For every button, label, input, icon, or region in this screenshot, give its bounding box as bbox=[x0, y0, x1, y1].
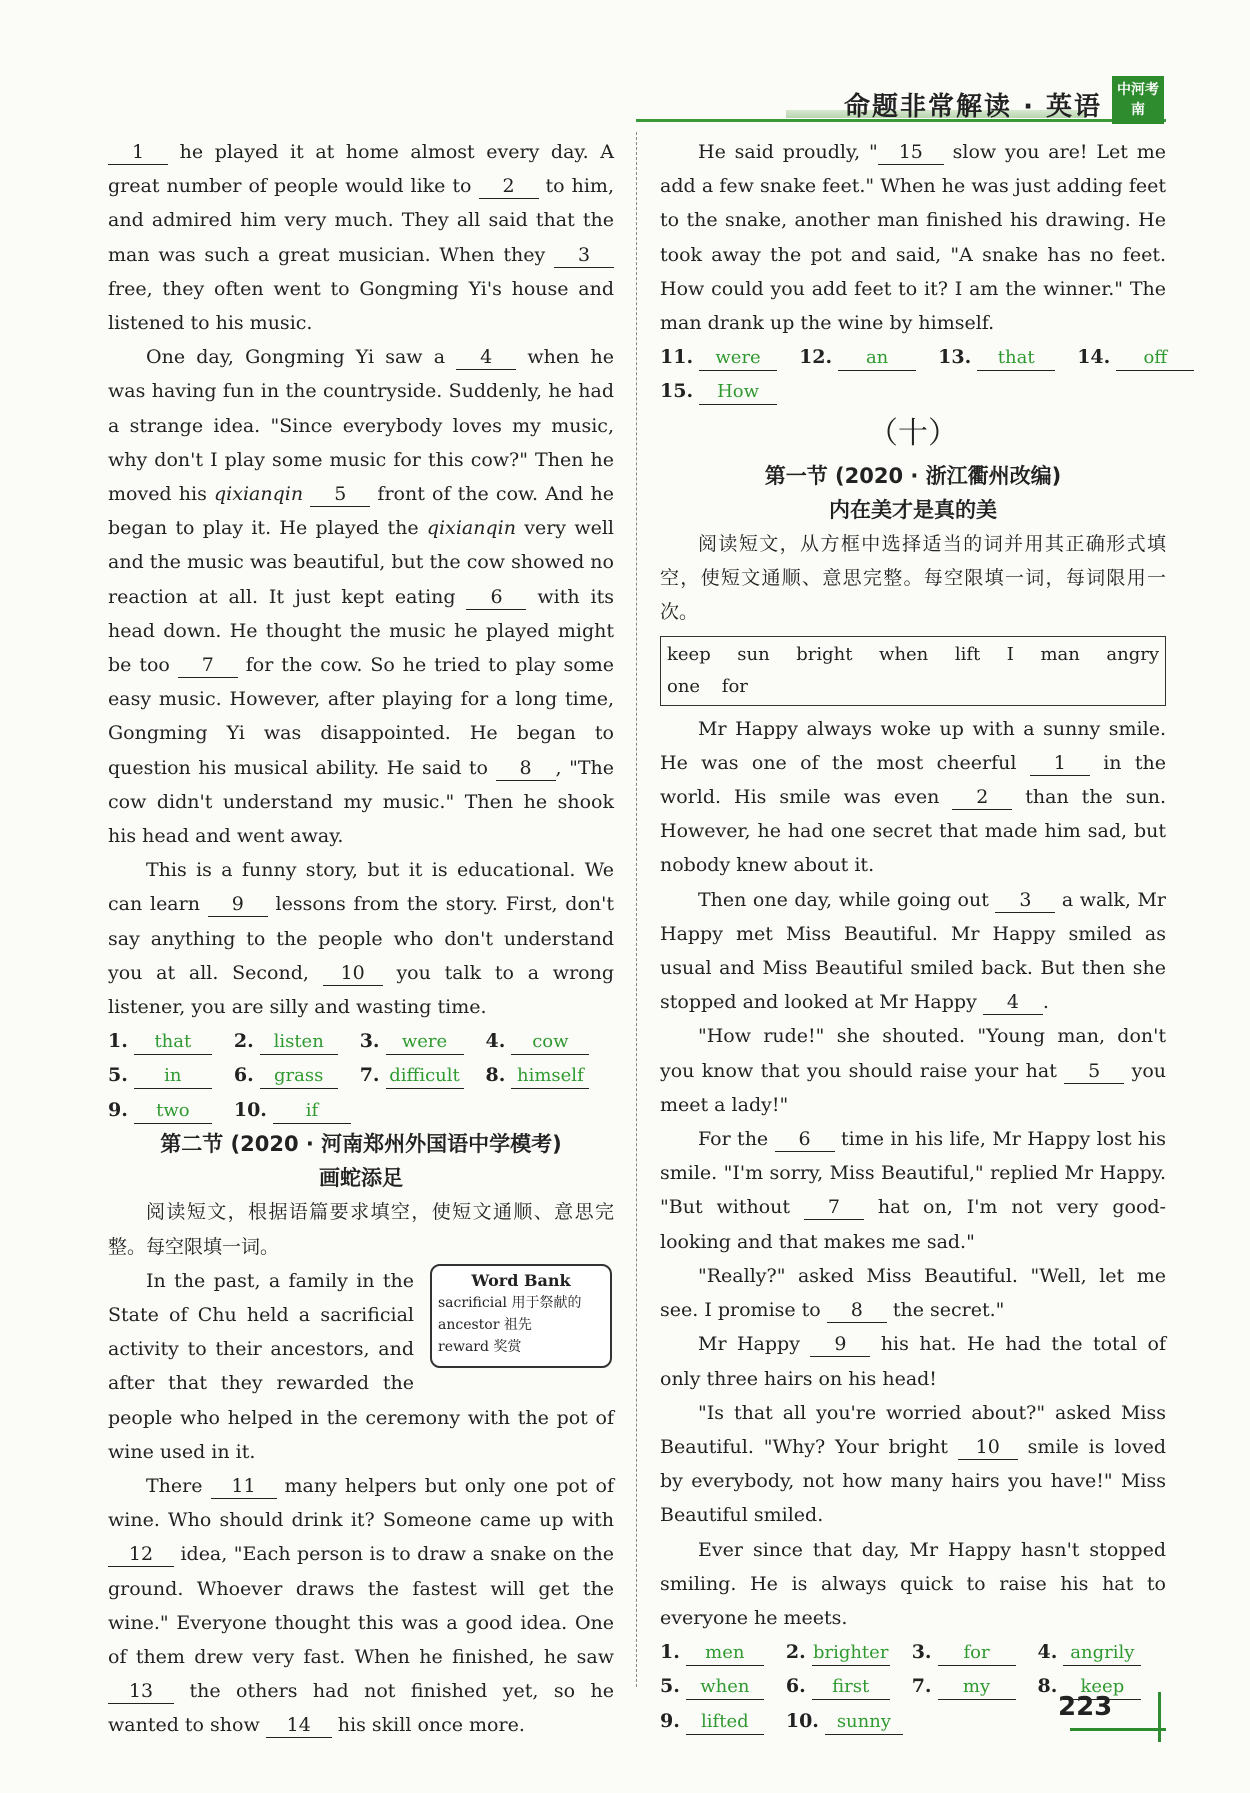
answer-item bbox=[660, 1635, 764, 1669]
answer-number: 9. bbox=[660, 1709, 680, 1732]
answer-row bbox=[108, 1058, 614, 1092]
answer-value: in bbox=[134, 1064, 212, 1089]
answer-item bbox=[786, 1704, 903, 1738]
answer-number: 15. bbox=[660, 380, 694, 403]
right-paragraph-q6 bbox=[660, 1327, 1166, 1395]
word-bank-row bbox=[438, 1314, 604, 1336]
answer-item bbox=[1038, 1635, 1142, 1669]
answer-value: lifted bbox=[686, 1710, 764, 1735]
text: There bbox=[146, 1474, 211, 1497]
answer-row bbox=[108, 1093, 614, 1127]
text: for the cow. So he tried to play some easy music. However, after playing for a long time, Gongming Yi was disappointed. He began to question his musical ability. He said to bbox=[108, 654, 614, 779]
left-paragraph-1 bbox=[108, 135, 614, 340]
text: One day, Gongming Yi saw a bbox=[146, 346, 457, 369]
answer-item bbox=[234, 1093, 351, 1127]
right-paragraph-q3 bbox=[660, 1019, 1166, 1122]
text: "How rude!" she shouted. "Young man, don't you know that you should raise your hat bbox=[660, 1025, 1166, 1082]
blank-10: 10 bbox=[323, 961, 383, 986]
word-bank-term: reward bbox=[438, 1338, 489, 1355]
right-paragraph-q8: Ever since that day, Mr Happy hasn't stopped smiling. He is always quick to raise his hat to everyone he meets. bbox=[660, 1538, 1166, 1629]
text: smile is loved by everybody, not how many hairs you have!" Miss Beautiful smiled. bbox=[660, 1435, 1166, 1527]
answer-row bbox=[660, 340, 1166, 374]
answer-number: 11. bbox=[660, 346, 694, 369]
answer-value: listen bbox=[260, 1030, 338, 1055]
word-bank-meaning: 祖先 bbox=[503, 1316, 532, 1333]
answer-item bbox=[360, 1024, 464, 1058]
answer-item bbox=[486, 1024, 590, 1058]
section-2-title: 第二节 (2020 · 河南郑州外国语中学模考) bbox=[160, 1131, 562, 1156]
answer-value: when bbox=[686, 1675, 764, 1700]
blank-8: 8 bbox=[496, 756, 556, 781]
text: a walk, Mr Happy met Miss Beautiful. Mr Happy smiled as usual and Miss Beautiful smiled back. But then she stopped and looked at Mr Happy bbox=[660, 888, 1166, 1014]
answer-value: brighter bbox=[812, 1641, 890, 1666]
text: in the world. His smile was even bbox=[660, 751, 1166, 809]
answer-item bbox=[108, 1024, 212, 1058]
text: you meet a lady!" bbox=[660, 1059, 1167, 1116]
blank-6: 6 bbox=[466, 585, 526, 610]
text: This is a funny story, but it is educational. We can learn bbox=[108, 859, 614, 916]
blank-5: 5 bbox=[310, 482, 370, 507]
left-paragraph-3 bbox=[108, 853, 614, 1024]
answer-number: 4. bbox=[1037, 1641, 1058, 1664]
blank-14: 14 bbox=[266, 1713, 332, 1738]
answer-value: that bbox=[977, 346, 1055, 371]
answer-value: first bbox=[812, 1675, 890, 1700]
right-column bbox=[660, 135, 1166, 1738]
answer-number: 5. bbox=[660, 1675, 680, 1698]
right-paragraph-q7 bbox=[660, 1396, 1166, 1533]
blank-r4: 4 bbox=[983, 990, 1043, 1015]
answer-number: 1. bbox=[108, 1030, 128, 1053]
answer-item bbox=[912, 1635, 1016, 1669]
section-2-instructions: 阅读短文，根据语篇要求填空，使短文通顺、意思完整。每空限填一词。 bbox=[108, 1201, 614, 1258]
text: . bbox=[1042, 991, 1049, 1014]
text: than the sun. However, he had one secret that made him sad, but nobody knew about it. bbox=[660, 786, 1167, 877]
answer-key-3 bbox=[660, 1635, 1166, 1738]
left-paragraph-2 bbox=[108, 340, 614, 853]
blank-12: 12 bbox=[108, 1542, 174, 1567]
word-bank-term: ancestor bbox=[438, 1316, 500, 1333]
text: with its head down. He thought the music he played might be too bbox=[108, 585, 614, 677]
text: Mr Happy always woke up with a sunny smile. He was one of the most cheerful bbox=[660, 717, 1166, 774]
answer-number: 5. bbox=[108, 1064, 128, 1087]
section-1-title: 第一节 (2020 · 浙江衢州改编) bbox=[764, 463, 1062, 488]
answer-number: 8. bbox=[485, 1064, 506, 1087]
text: He said proudly, " bbox=[698, 141, 878, 163]
blank-4: 4 bbox=[456, 345, 516, 370]
answer-key-1 bbox=[108, 1024, 614, 1127]
text: his hat. He had the total of only three hairs on his head! bbox=[660, 1333, 1166, 1390]
text: free, they often went to Gongming Yi's house and listened to his music. bbox=[108, 277, 614, 335]
answer-item bbox=[108, 1058, 212, 1092]
left-paragraph-5 bbox=[108, 1469, 614, 1743]
blank-1: 1 bbox=[108, 140, 168, 165]
answer-value: that bbox=[134, 1030, 212, 1055]
answer-value: himself bbox=[511, 1064, 589, 1089]
answer-value: two bbox=[134, 1099, 212, 1124]
answer-value: How bbox=[699, 380, 777, 405]
blank-r6: 6 bbox=[775, 1127, 835, 1152]
text: his skill once more. bbox=[331, 1714, 525, 1737]
text: For the bbox=[698, 1128, 775, 1151]
answer-value: sunny bbox=[825, 1710, 903, 1735]
text: the others had not finished yet, so he wanted to show bbox=[108, 1680, 614, 1737]
text: Mr Happy bbox=[698, 1333, 811, 1356]
answer-number: 10. bbox=[233, 1098, 267, 1121]
answer-value: an bbox=[838, 346, 916, 371]
answer-item bbox=[799, 340, 916, 374]
word-bank-row bbox=[438, 1292, 604, 1314]
right-paragraph-q5 bbox=[660, 1259, 1166, 1327]
blank-7: 7 bbox=[178, 653, 238, 678]
answer-value: keep bbox=[1063, 1675, 1141, 1700]
word-bank bbox=[430, 1264, 612, 1368]
text: front of the cow. And he began to play it. He played the bbox=[108, 483, 614, 540]
answer-item bbox=[660, 1704, 764, 1738]
blank-r5: 5 bbox=[1064, 1059, 1124, 1084]
text: he played it at home almost every day. A great number of people would like to bbox=[108, 141, 614, 198]
text: to him, and admired him very much. They all said that the man was such a great musician. When they bbox=[108, 175, 614, 266]
answer-number: 6. bbox=[233, 1064, 254, 1087]
answer-item bbox=[912, 1669, 1016, 1703]
italic-word: qixianqin bbox=[426, 517, 516, 540]
answer-number: 13. bbox=[938, 346, 972, 369]
answer-item bbox=[234, 1058, 338, 1092]
answer-number: 3. bbox=[911, 1641, 932, 1664]
text: "Really?" asked Miss Beautiful. "Well, let me see. I promise to bbox=[660, 1264, 1166, 1322]
word-bank-row bbox=[438, 1336, 604, 1358]
left-paragraph-4: In the past, a family in the State of Chu held a sacrificial activity to their ancestors, and after that they rewarded the people who helped in the ceremony with the pot of wine used in it. bbox=[108, 1269, 614, 1463]
answer-value: off bbox=[1116, 346, 1194, 371]
page-number-rule bbox=[1070, 1728, 1166, 1731]
answer-item bbox=[660, 1669, 764, 1703]
blank-r3: 3 bbox=[995, 888, 1055, 913]
answer-item bbox=[234, 1024, 338, 1058]
text: hat on, I'm not very good-looking and that makes me sad." bbox=[660, 1196, 1166, 1253]
answer-number: 2. bbox=[233, 1030, 254, 1053]
answer-item bbox=[938, 340, 1055, 374]
answer-item bbox=[486, 1058, 590, 1092]
header-logo: 中河考南 bbox=[1112, 76, 1164, 124]
answer-value: grass bbox=[260, 1064, 338, 1089]
answer-row bbox=[660, 1635, 1166, 1669]
answer-item bbox=[660, 340, 777, 374]
answer-row bbox=[660, 374, 1166, 408]
answer-number: 4. bbox=[485, 1030, 506, 1053]
answer-item bbox=[786, 1635, 890, 1669]
blank-r8: 8 bbox=[827, 1298, 887, 1323]
text: idea, "Each person is to draw a snake on the ground. Whoever draws the fastest will get the wine." Everyone thought this was a good idea. One of them drew very fast. When he finished, he saw bbox=[108, 1543, 614, 1668]
word-bank-term: sacrificial bbox=[438, 1294, 508, 1311]
answer-row bbox=[108, 1024, 614, 1058]
blank-r9: 9 bbox=[810, 1332, 870, 1357]
section-1-instructions: 阅读短文，从方框中选择适当的词并用其正确形式填空，使短文通顺、意思完整。每空限填一词，每词限用一次。 bbox=[660, 533, 1166, 624]
answer-item bbox=[786, 1669, 890, 1703]
answer-number: 14. bbox=[1077, 346, 1111, 369]
blank-9: 9 bbox=[208, 892, 268, 917]
answer-key-2 bbox=[660, 340, 1166, 408]
answer-value: difficult bbox=[386, 1064, 464, 1089]
answer-number: 12. bbox=[799, 346, 833, 369]
text: "Is that all you're worried about?" asked Miss Beautiful. "Why? Your bright bbox=[660, 1401, 1166, 1458]
text: time in his life, Mr Happy lost his smile. "I'm sorry, Miss Beautiful," replied Mr Happy. "But without bbox=[660, 1128, 1166, 1219]
answer-number: 7. bbox=[359, 1064, 380, 1087]
answer-number: 3. bbox=[359, 1030, 380, 1053]
blank-r10: 10 bbox=[958, 1435, 1018, 1460]
blank-2: 2 bbox=[479, 174, 539, 199]
answer-value: were bbox=[699, 346, 777, 371]
answer-number: 7. bbox=[911, 1675, 932, 1698]
text: , "The cow didn't understand my music." Then he shook his head and went away. bbox=[108, 756, 614, 848]
answer-item bbox=[1077, 340, 1194, 374]
text: lessons from the story. First, don't say anything to the people who don't understand you at all. Second, bbox=[108, 893, 614, 984]
text: when he was having fun in the countryside. Suddenly, he had a strange idea. "Since everybody loves my music, why don't I play some music for this cow?" Then he moved his bbox=[108, 346, 614, 506]
answer-item bbox=[360, 1058, 464, 1092]
answer-value: cow bbox=[511, 1030, 589, 1055]
text: slow you are! Let me add a few snake feet." When he was just adding feet to the snake, another man finished his drawing. He took away the pot and said, "A snake has no feet. How could you add feet to it? I am the winner." The man drank up the wine by himself. bbox=[660, 141, 1166, 335]
answer-value: my bbox=[938, 1675, 1016, 1700]
right-paragraph-q4 bbox=[660, 1122, 1166, 1259]
blank-r1: 1 bbox=[1030, 751, 1090, 776]
page-header bbox=[636, 82, 1166, 126]
page-number-tick bbox=[1158, 1692, 1161, 1742]
answer-item bbox=[660, 374, 777, 408]
text: many helpers but only one pot of wine. Who should drink it? Someone came up with bbox=[108, 1474, 614, 1532]
word-box: keep sun bright when lift I man angry one for bbox=[660, 636, 1166, 706]
text: Then one day, while going out bbox=[698, 888, 996, 911]
text: you talk to a wrong listener, you are silly and wasting time. bbox=[108, 961, 614, 1019]
part-title: （十） bbox=[868, 415, 958, 451]
blank-r7: 7 bbox=[804, 1195, 864, 1220]
answer-value: angrily bbox=[1063, 1641, 1141, 1666]
answer-number: 1. bbox=[660, 1641, 680, 1664]
answer-value: men bbox=[686, 1641, 764, 1666]
right-paragraph-1 bbox=[660, 135, 1166, 340]
page-number: 223 bbox=[1058, 1692, 1113, 1722]
answer-number: 9. bbox=[108, 1098, 128, 1121]
right-paragraph-q1 bbox=[660, 712, 1166, 883]
answer-number: 2. bbox=[785, 1641, 806, 1664]
header-title: 命题非常解读 · 英语 bbox=[844, 92, 1102, 122]
answer-value: were bbox=[386, 1030, 464, 1055]
text: very well and the music was beautiful, but the cow showed no reaction at all. It just kept eating bbox=[108, 517, 614, 608]
word-bank-meaning: 用于祭献的 bbox=[511, 1294, 582, 1311]
left-column bbox=[108, 135, 614, 1743]
column-divider bbox=[636, 132, 637, 1687]
word-bank-meaning: 奖赏 bbox=[493, 1338, 522, 1355]
answer-number: 10. bbox=[785, 1709, 819, 1732]
answer-item bbox=[108, 1093, 212, 1127]
right-paragraph-q2 bbox=[660, 883, 1166, 1020]
answer-number: 6. bbox=[785, 1675, 806, 1698]
blank-15: 15 bbox=[878, 140, 944, 165]
section-2-subtitle: 画蛇添足 bbox=[319, 1166, 403, 1191]
section-1-subtitle: 内在美才是真的美 bbox=[829, 497, 997, 522]
text: the secret." bbox=[886, 1299, 1005, 1322]
blank-r2: 2 bbox=[952, 785, 1012, 810]
italic-word: qixianqin bbox=[214, 483, 304, 506]
blank-3: 3 bbox=[554, 243, 614, 268]
blank-11: 11 bbox=[211, 1474, 277, 1499]
word-bank-title: Word Bank bbox=[471, 1270, 571, 1290]
blank-13: 13 bbox=[108, 1679, 174, 1704]
answer-number: 8. bbox=[1037, 1675, 1058, 1698]
answer-value: if bbox=[273, 1099, 351, 1124]
answer-value: for bbox=[938, 1641, 1016, 1666]
